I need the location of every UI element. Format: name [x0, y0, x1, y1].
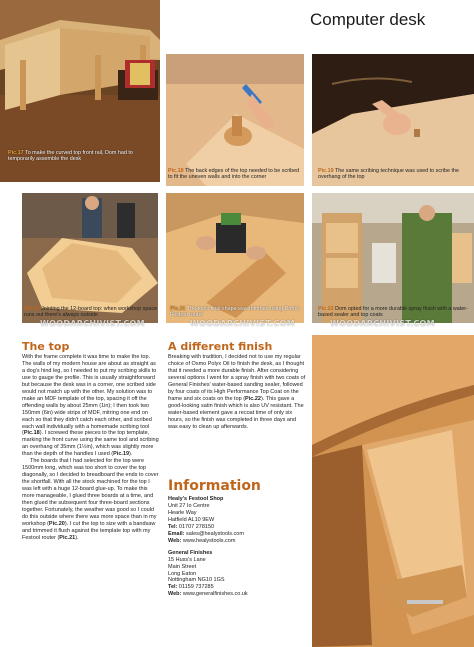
caption-pic18: Pic.18 The back edges of the top needed to be scribed to fit the uneven walls and into the corner	[168, 168, 300, 181]
shop-healys-address-1: Unit 27 Io Centre	[168, 502, 210, 509]
the-top-paragraph-1: With the frame complete it was time to make the top. The walls of my modern house are about as straight as a dog's hind leg, so I needed to put my scribing skills to use to gauge the profile. This is usually straightforward but because the desk was in a corner, one scribed side would not match up with the other. My solution was to make an MDF template of the top, spacing it off the offending walls by about 25mm (1in); I then took two 150mm (6in) wide strips of MDF, mitring one end on each so that they didn't catch each other, and scribed each wall individually with a homemade scribing tool (Pic.18). I screwed these pieces to the top template, marking the front curve using the same tool and scribing an overhang of 35mm (1½in), which was slightly more than the depth of the handles I used (Pic.19).	[22, 354, 159, 458]
the-top-paragraph-2: The boards that I had selected for the top were 1500mm long, which was too short to cover the top diagonally, so I decided to breadboard the ends to cover the shortfall. With all the stock machined for the top I was left with a huge 12-board glue-up. To make this more manageable, I glued three boards at a time, and then glued the subsequent four three-board sections together. Fortunately, the weather was good so I could do this outside where there was more space than in my workshop (Pic.20). I cut the top to size with a bandsaw and trimmed it flush against the template top with my Festool router (Pic.21).	[22, 458, 159, 541]
section-a-different-finish	[168, 341, 306, 430]
shop-gf-address-2: Main Street	[168, 563, 197, 570]
caption-pic21: Pic.21 The top's final shape was trimmed using Dom's Festool router	[170, 306, 300, 319]
shop-gf-name: General Finishes	[168, 549, 213, 556]
heading-information: Information	[168, 478, 261, 494]
shop-gf-address-3: Long Eaton	[168, 570, 197, 577]
shop-gf-address-4: Nottingham NG10 1GS	[168, 577, 225, 584]
heading-the-top: The top	[22, 340, 70, 353]
photo-scribing-overhang	[312, 54, 474, 186]
shop-gf-address-1: 15 Huss's Lane	[168, 556, 206, 563]
shop-gf-tel: Tel: 01159 737285	[168, 584, 214, 591]
finish-paragraph: Breaking with tradition, I decided not to use my regular choice of Osmo Polyx Oil to finish the desk, as I thought that it needed a more durable finish. After considering several options I went for a spray finish with two coats of General Finishes' water-based sanding sealer, followed by four coats of its High Performance Top Coat on the frame and six coats on the top (Pic.22). This gave a good-looking satin finish which is also UV resistant. The water-based element gave a recoat time of only six hours, so the finish was completed in three days and was easy to clean up afterwards.	[168, 354, 306, 430]
photo-jointing-top-outside	[22, 193, 158, 323]
photo-spray-finish	[312, 193, 474, 323]
heading-a-different-finish: A different finish	[168, 340, 273, 353]
shop-healys-email[interactable]: Email: sales@healystools.com	[168, 530, 244, 537]
page-title: Computer desk	[310, 10, 426, 29]
section-information	[168, 479, 308, 598]
shop-healys-tel: Tel: 01707 278150	[168, 523, 215, 530]
shop-healys-address-2: Hearle Way	[168, 509, 197, 516]
shop-gf-web[interactable]: Web: www.generalfinishes.co.uk	[168, 591, 248, 598]
watermark-text: WOODARCHIVIST.COM	[330, 319, 435, 328]
shop-healys	[168, 496, 308, 545]
shop-general-finishes	[168, 550, 308, 599]
photo-router-trim	[166, 193, 304, 323]
caption-pic17: Pic.17 To make the curved top front rail, Dom had to temporarily assemble the desk	[8, 150, 133, 163]
watermark-text: WOODARCHIVIST.COM	[190, 319, 295, 328]
caption-pic20: Pic.20 Jointing the 12-board top: when workshop space runs out there's always outside	[24, 306, 158, 319]
photo-scribing-back-edges	[166, 54, 304, 186]
photo-finished-desk-drawer	[312, 335, 474, 647]
caption-pic19: Pic.19 The same scribing technique was used to scribe the overhang of the top	[318, 168, 460, 181]
watermark-text: WOODARCHIVIST.COM	[40, 319, 145, 328]
section-the-top	[22, 341, 160, 542]
shop-healys-web[interactable]: Web: www.healystools.com	[168, 537, 236, 544]
shop-healys-address-3: Hatfield AL10 9EW	[168, 516, 215, 523]
caption-pic22: Pic.22 Dom opted for a more durable spray finish with a water-based sealer and top coats	[318, 306, 468, 319]
shop-healys-name: Healy's Festool Shop	[168, 496, 224, 502]
